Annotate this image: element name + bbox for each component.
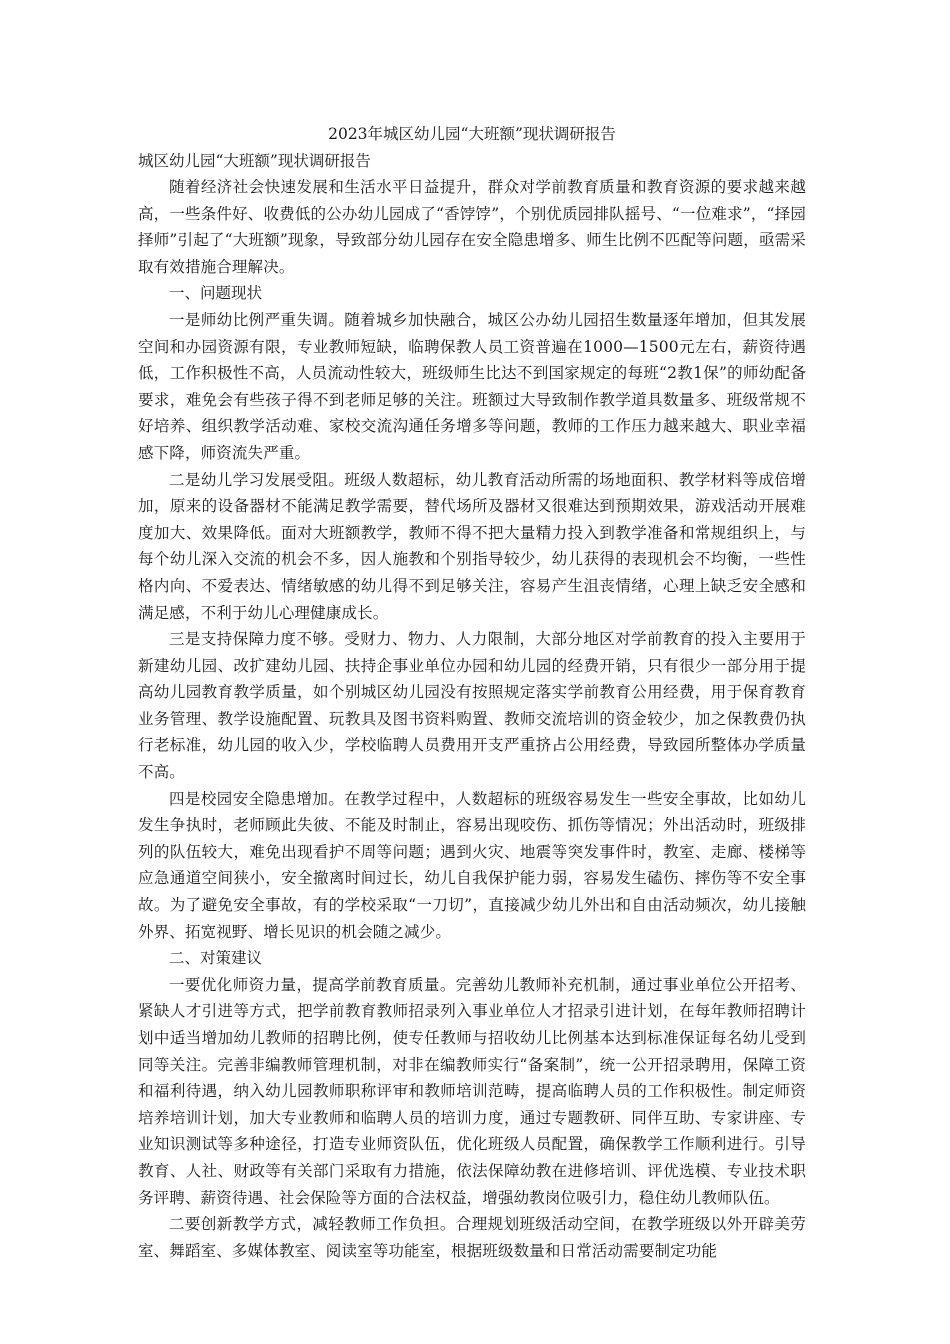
problem-paragraph-2: 二是幼儿学习发展受阻。班级人数超标，幼儿教育活动所需的场地面积、教学材料等成倍增加，原来的设备器材不能满足教学需要，替代场所及器材又很难达到预期效果，游戏活动开展难度加大、效果降低。面对大班额教学，教师不得不把大量精力投入到教学准备和常规组织上，与每个幼儿深入交流的机会不多，因人施教和个别指导较少，幼儿获得的表现机会不均衡，一些性格内向、不爱表达、情绪敏感的幼儿得不到足够关注，容易产生沮丧情绪，心理上缺乏安全感和满足感，不利于幼儿心理健康成长。	[138, 470, 806, 622]
section-heading-suggestions: 二、对策建议	[169, 949, 263, 968]
intro-paragraph: 随着经济社会快速发展和生活水平日益提升，群众对学前教育质量和教育资源的要求越来越高，一些条件好、收费低的公办幼儿园成了“香饽饽”，个别优质园排队摇号、“一位难求”，“择园择师”引起了“大班额”现象，导致部分幼儿园存在安全隐患增多、师生比例不匹配等问题，亟需采取有效措施合理解决。	[138, 178, 806, 276]
document-subtitle: 城区幼儿园“大班额”现状调研报告	[138, 152, 371, 170]
suggestion-paragraph-2: 二要创新教学方式，减轻教师工作负担。合理规划班级活动空间，在教学班级以外开辟美劳室、舞蹈室、多媒体教室、阅读室等功能室，根据班级数量和日常活动需要制定功能	[138, 1215, 806, 1260]
problem-paragraph-3: 三是支持保障力度不够。受财力、物力、人力限制，大部分地区对学前教育的投入主要用于新建幼儿园、改扩建幼儿园、扶持企事业单位办园和幼儿园的经费开销，只有很少一部分用于提高幼儿园教育教学质量，如个别城区幼儿园没有按照规定落实学前教育公用经费，用于保育教育业务管理、教学设施配置、玩教具及图书资料购置、教师交流培训的资金较少，加之保教费仍执行老标准，幼儿园的收入少，学校临聘人员费用开支严重挤占公用经费，导致园所整体办学质量不高。	[138, 630, 806, 782]
document-title: 2023年城区幼儿园“大班额”现状调研报告	[328, 125, 616, 143]
section-heading-problems: 一、问题现状	[169, 284, 263, 303]
suggestion-paragraph-1: 一要优化师资力量，提高学前教育质量。完善幼儿教师补充机制，通过事业单位公开招考、紧缺人才引进等方式，把学前教育教师招录列入事业单位人才招录引进计划，在每年教师招聘计划中适当增加幼儿教师的招聘比例，使专任教师与招收幼儿比例基本达到标准保证每名幼儿受到同等关注。完善非编教师管理机制，对非在编教师实行“备案制”，统一公开招录聘用，保障工资和福利待遇，纳入幼儿园教师职称评审和教师培训范畴，提高临聘人员的工作积极性。制定师资培养培训计划，加大专业教师和临聘人员的培训力度，通过专题教研、同伴互助、专家讲座、专业知识测试等多种途径，打造专业师资队伍，优化班级人员配置，确保教学工作顺利进行。引导教育、人社、财政等有关部门采取有力措施，依法保障幼教在进修培训、评优选模、专业技术职务评聘、薪资待遇、社会保险等方面的合法权益，增强幼教岗位吸引力，稳住幼儿教师队伍。	[138, 975, 806, 1207]
document-page	[138, 122, 806, 1264]
problem-paragraph-4: 四是校园安全隐患增加。在教学过程中，人数超标的班级容易发生一些安全事故，比如幼儿发生争执时，老师顾此失彼、不能及时制止，容易出现咬伤、抓伤等情况；外出活动时，班级排列的队伍较大，难免出现看护不周等问题；遇到火灾、地震等突发事件时，教室、走廊、楼梯等应急通道空间狭小，安全撤离时间过长，幼儿自我保护能力弱，容易发生磕伤、摔伤等不安全事故。为了避免安全事故，有的学校采取“一刀切”，直接减少幼儿外出和自由活动频次，幼儿接触外界、拓宽视野、增长见识的机会随之减少。	[138, 789, 806, 941]
problem-paragraph-1: 一是师幼比例严重失调。随着城乡加快融合，城区公办幼儿园招生数量逐年增加，但其发展空间和办园资源有限，专业教师短缺，临聘保教人员工资普遍在1000—1500元左右，薪资待遇低，工作积极性不高，人员流动性较大，班级师生比达不到国家规定的每班“2教1保”的师幼配备要求，难免会有些孩子得不到老师足够的关注。班额过大导致制作教学道具数量多、班级常规不好培养、组织教学活动难、家校交流沟通任务增多等问题，教师的工作压力越来越大、职业幸福感下降，师资流失严重。	[138, 310, 806, 462]
